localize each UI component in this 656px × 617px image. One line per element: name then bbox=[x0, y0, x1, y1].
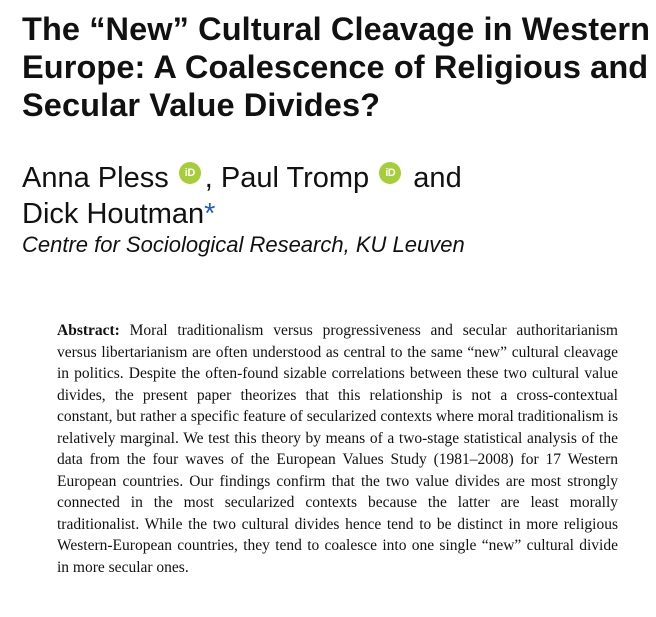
orcid-icon[interactable] bbox=[379, 162, 401, 184]
abstract-text: Moral traditionalism versus progressiveness and secular authoritarianism versus libertarianism are often understood as central to the same “new” cultural cleavage in politics. Despite the often-found sizable correlations between these two cultural value divides, the present paper theorizes that this relationship is not a cross-contextual constant, but rather a specific feature of secularized contexts where moral traditionalism is relatively marginal. We test this theory by means of a two-stage statistical analysis of the data from the four waves of the European Values Study (1981–2008) for 17 Western European countries. Our findings confirm that the two value divides are most strongly connected in the most secularized contexts because the latter are least morally traditionalist. While the two cultural divides hence tend to be distinct in more religious Western-European countries, they tend to coalesce into one single “new” cultural divide in more secular ones. bbox=[57, 322, 618, 576]
orcid-glyph: iD bbox=[385, 167, 396, 179]
author-separator: , bbox=[204, 162, 221, 194]
orcid-glyph: iD bbox=[184, 167, 195, 179]
paper-title: The “New” Cultural Cleavage in Western Europe: A Coalescence of Religious and Secular Value Divides? bbox=[22, 11, 651, 123]
abstract bbox=[57, 320, 618, 578]
corresponding-author-marker[interactable]: * bbox=[204, 198, 216, 230]
abstract-label: Abstract: bbox=[57, 322, 120, 339]
author-separator: and bbox=[405, 162, 462, 194]
author-name: Paul Tromp bbox=[220, 162, 370, 194]
author-affiliation: Centre for Sociological Research, KU Leuven bbox=[22, 232, 465, 257]
author-list bbox=[22, 160, 642, 232]
orcid-icon[interactable] bbox=[179, 162, 201, 184]
author-name: Anna Pless bbox=[22, 162, 169, 194]
author-name: Dick Houtman bbox=[22, 198, 205, 230]
